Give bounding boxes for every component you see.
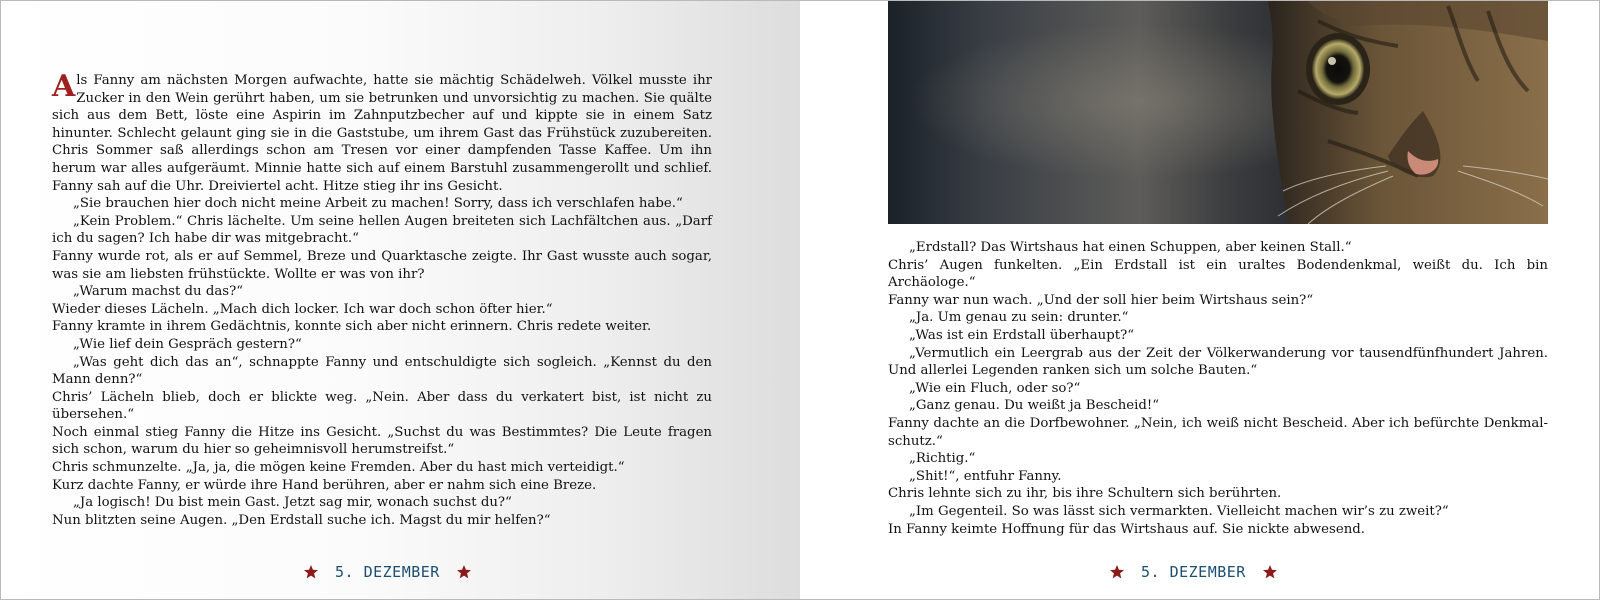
star-icon xyxy=(456,564,472,580)
paragraph: Nun blitzten seine Augen. „Den Erdstall suche ich. Magst du mir helfen?“ xyxy=(52,512,551,528)
paragraph: „Vermutlich ein Leergrab aus der Zeit der Völkerwanderung vor tausendfünfhundert Jahren. Und allerlei Legenden ranken sich um solche Bauten.“ xyxy=(888,345,1548,379)
star-icon xyxy=(1109,564,1125,580)
left-page xyxy=(1,1,800,599)
paragraph: „Wie ein Fluch, oder so?“ xyxy=(909,380,1081,396)
paragraph: „Was ist ein Erdstall überhaupt?“ xyxy=(909,327,1135,343)
paragraph: „Kein Problem.“ Chris lächelte. Um seine hellen Augen breiteten sich Lachfältchen aus. „Darf ich du sagen? Ich habe dir was mitgebracht.“ xyxy=(52,213,712,247)
paragraph: Kurz dachte Fanny, er würde ihre Hand berühren, aber er nahm sich eine Breze. xyxy=(52,477,597,493)
paragraph: Chris’ Augen funkelten. „Ein Erdstall ist ein uraltes Bodendenkmal, weißt du. Ich bin Archäologe.“ xyxy=(888,257,1548,291)
paragraph: Chris’ Lächeln blieb, doch er blickte weg. „Nein. Aber dass du verkatert bist, ist nicht zu übersehen.“ xyxy=(52,389,712,423)
left-page-footer xyxy=(303,562,472,582)
paragraph: „Warum machst du das?“ xyxy=(73,284,244,300)
paragraph: Wieder dieses Lächeln. „Mach dich locker. Ich war doch schon öfter hier.“ xyxy=(52,301,553,317)
chapter-date: 5. DEZEMBER xyxy=(1141,563,1246,581)
star-icon xyxy=(303,564,319,580)
dropcap-letter: A xyxy=(52,69,76,104)
paragraph: Chris schmunzelte. „Ja, ja, die mögen keine Fremden. Aber du hast mich verteidigt.“ xyxy=(52,460,625,476)
right-page-text xyxy=(888,239,1548,538)
paragraph: Fanny war nun wach. „Und der soll hier beim Wirtshaus sein?“ xyxy=(888,292,1314,308)
star-icon xyxy=(1262,564,1278,580)
paragraph: Fanny dachte an die Dorfbewohner. „Nein, ich weiß nicht Bescheid. Aber ich befürchte Denkmal-schutz.“ xyxy=(888,415,1548,449)
paragraph: Fanny wurde rot, als er auf Semmel, Breze und Quarktasche zeigte. Ihr Gast wusste auch sogar, was sie am liebsten frühstückte. Wollte er was von ihr? xyxy=(52,248,712,282)
paragraph: „Richtig.“ xyxy=(909,451,976,467)
cat-image xyxy=(888,1,1548,224)
paragraph: „Sie brauchen hier doch nicht meine Arbeit zu machen! Sorry, dass ich verschlafen habe.“ xyxy=(73,196,683,212)
right-page xyxy=(800,1,1599,599)
paragraph: „Erdstall? Das Wirtshaus hat einen Schuppen, aber keinen Stall.“ xyxy=(909,240,1352,255)
paragraph: „Ganz genau. Du weißt ja Bescheid!“ xyxy=(909,398,1160,414)
paragraph: Noch einmal stieg Fanny die Hitze ins Gesicht. „Suchst du was Bestimmtes? Die Leute fragen sich schon, warum du hier so geheimnisvoll herumstreifst.“ xyxy=(52,424,712,458)
paragraph: „Wie lief dein Gespräch gestern?“ xyxy=(73,336,302,352)
paragraph: Fanny kramte in ihrem Gedächtnis, konnte sich aber nicht erinnern. Chris redete weiter. xyxy=(52,319,652,335)
paragraph: „Shit!“, entfuhr Fanny. xyxy=(909,468,1062,484)
cat-photo xyxy=(888,1,1548,224)
right-page-footer xyxy=(1109,562,1278,582)
paragraph: In Fanny keimte Hoffnung für das Wirtshaus auf. Sie nickte abwesend. xyxy=(888,521,1366,537)
paragraph: „Im Gegenteil. So was lässt sich vermarkten. Vielleicht machen wir’s zu zweit?“ xyxy=(909,503,1449,519)
left-page-text xyxy=(52,69,712,529)
paragraph: „Was geht dich das an“, schnappte Fanny und entschuldigte sich sogleich. „Kennst du den Mann denn?“ xyxy=(52,354,712,388)
paragraph: Chris lehnte sich zu ihr, bis ihre Schultern sich berührten. xyxy=(888,486,1282,502)
chapter-date: 5. DEZEMBER xyxy=(335,563,440,581)
paragraph-text: ls Fanny am nächsten Morgen aufwachte, hatte sie mächtig Schädelweh. Völkel musste ihr Zucker in den Wein gerührt haben, um sie betrunken und unvorsichtig zu machen. Sie quälte sich aus dem Bett, löste eine Aspirin im Zahnputzbecher auf und kippte sie in einem Satz hinunter. Schlecht gelaunt ging sie in die Gaststube, um ihrem Gast das Frühstück zuzubereiten. Chris Sommer saß allerdings schon am Tresen vor einer dampfenden Tasse Kaffee. Um ihn herum war alles aufgeräumt. Minnie hatte sich auf einem Barstuhl zusammengerollt und schlief. Fanny sah auf die Uhr. Dreiviertel acht. Hitze stieg ihr ins Gesicht. xyxy=(52,73,712,194)
paragraph: „Ja logisch! Du bist mein Gast. Jetzt sag mir, wonach suchst du?“ xyxy=(73,495,512,511)
paragraph: „Ja. Um genau zu sein: drunter.“ xyxy=(909,310,1129,326)
paragraph xyxy=(52,69,712,195)
